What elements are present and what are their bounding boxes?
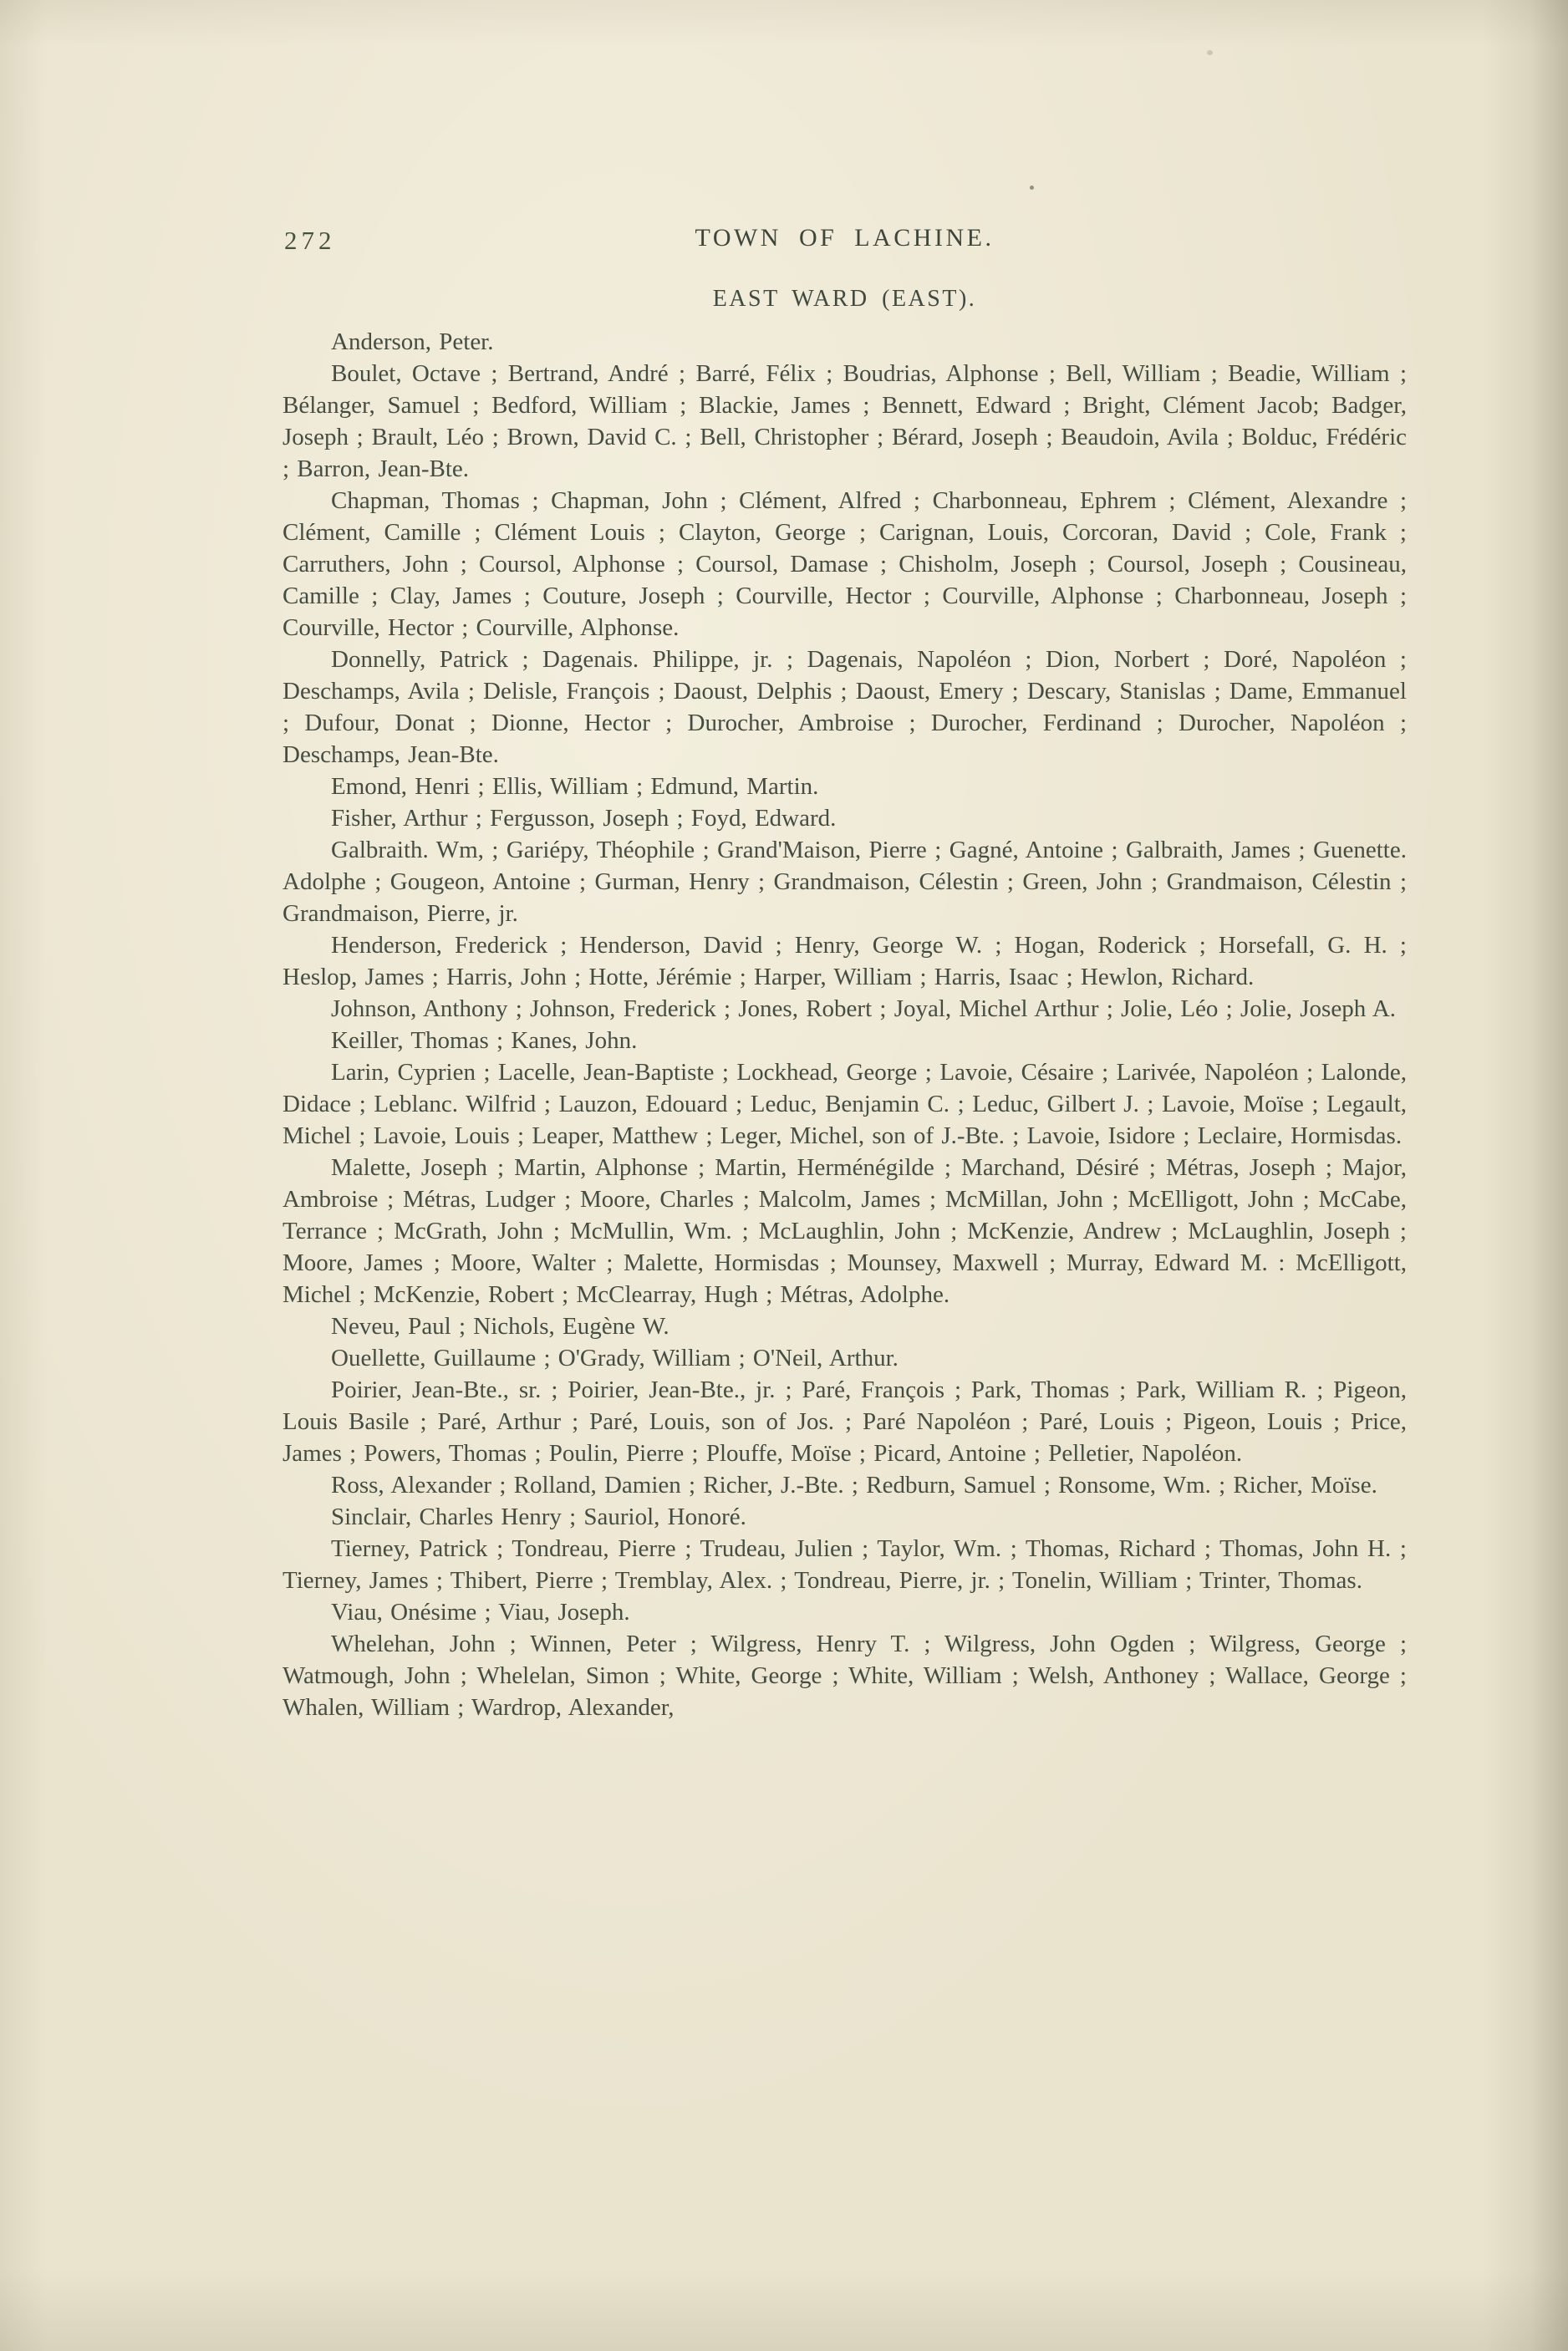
name-paragraph-w: Whelehan, John ; Winnen, Peter ; Wilgress, Henry T. ; Wilgress, John Ogden ; Wilgress, George ; Watmough, John ; Whelelan, Simon ; White, George ; White, William ; Welsh, Anthoney ; Wallace, George ; Whalen, William ; Wardrop, Alexander, bbox=[283, 1631, 1407, 1721]
name-paragraph-p: Poirier, Jean-Bte., sr. ; Poirier, Jean-Bte., jr. ; Paré, François ; Park, Thomas ; Park, William R. ; Pigeon, Louis Basile ; Paré, Arthur ; Paré, Louis, son of Jos. ; Paré Napoléon ; Paré, Louis ; Pigeon, Louis ; Price, James ; Powers, Thomas ; Poulin, Pierre ; Plouffe, Moïse ; Picard, Antoine ; Pelletier, Napoléon. bbox=[283, 1377, 1407, 1467]
paper-speck bbox=[1030, 186, 1034, 190]
name-paragraph-t: Tierney, Patrick ; Tondreau, Pierre ; Trudeau, Julien ; Taylor, Wm. ; Thomas, Richard ; Thomas, John H. ; Tierney, James ; Thibert, Pierre ; Tremblay, Alex. ; Tondreau, Pierre, jr. ; Tonelin, William ; Trinter, Thomas. bbox=[283, 1535, 1407, 1594]
name-paragraph-f: Fisher, Arthur ; Fergusson, Joseph ; Foyd, Edward. bbox=[331, 805, 837, 832]
page-number: 272 bbox=[284, 226, 336, 255]
name-paragraph-b: Boulet, Octave ; Bertrand, André ; Barré, Félix ; Boudrias, Alphonse ; Bell, William ; Beadie, William ; Bélanger, Samuel ; Bedford, William ; Blackie, James ; Bennett, Edward ; Bright, Clément Jacob; Badger, Joseph ; Brault, Léo ; Brown, David C. ; Bell, Christopher ; Bérard, Joseph ; Beaudoin, Avila ; Bolduc, Frédéric ; Barron, Jean-Bte. bbox=[283, 360, 1407, 482]
section-heading: EAST WARD (EAST). bbox=[712, 286, 977, 312]
name-paragraph-r: Ross, Alexander ; Rolland, Damien ; Richer, J.-Bte. ; Redburn, Samuel ; Ronsome, Wm. ; Richer, Moïse. bbox=[331, 1472, 1377, 1499]
name-paragraph-c: Chapman, Thomas ; Chapman, John ; Clément, Alfred ; Charbonneau, Ephrem ; Clément, Alexandre ; Clément, Camille ; Clément Louis ; Clayton, George ; Carignan, Louis, Corcoran, David ; Cole, Frank ; Carruthers, John ; Coursol, Alphonse ; Coursol, Damase ; Chisholm, Joseph ; Coursol, Joseph ; Cousineau, Camille ; Clay, James ; Couture, Joseph ; Courville, Hector ; Courville, Alphonse ; Charbonneau, Joseph ; Courville, Hector ; Courville, Alphonse. bbox=[283, 487, 1407, 641]
page-content bbox=[283, 224, 1407, 1723]
name-paragraph-g: Galbraith. Wm, ; Gariépy, Théophile ; Grand'Maison, Pierre ; Gagné, Antoine ; Galbraith, James ; Guenette. Adolphe ; Gougeon, Antoine ; Gurman, Henry ; Grandmaison, Célestin ; Green, John ; Grandmaison, Célestin ; Grandmaison, Pierre, jr. bbox=[283, 837, 1407, 927]
name-paragraph-e: Emond, Henri ; Ellis, William ; Edmund, Martin. bbox=[331, 773, 819, 800]
page-header bbox=[283, 224, 1407, 261]
name-paragraph-j: Johnson, Anthony ; Johnson, Frederick ; Jones, Robert ; Joyal, Michel Arthur ; Jolie, Léo ; Jolie, Joseph A. bbox=[331, 995, 1397, 1022]
name-paragraph-m: Malette, Joseph ; Martin, Alphonse ; Martin, Herménégilde ; Marchand, Désiré ; Métras, Joseph ; Major, Ambroise ; Métras, Ludger ; Moore, Charles ; Malcolm, James ; McMillan, John ; McElligott, John ; McCabe, Terrance ; McGrath, John ; McMullin, Wm. ; McLaughlin, John ; McKenzie, Andrew ; McLaughlin, Joseph ; Moore, James ; Moore, Walter ; Malette, Hormisdas ; Mounsey, Maxwell ; Murray, Edward M. : McElligott, Michel ; McKenzie, Robert ; McClearray, Hugh ; Métras, Adolphe. bbox=[283, 1154, 1407, 1308]
name-paragraph-s: Sinclair, Charles Henry ; Sauriol, Honoré. bbox=[331, 1504, 746, 1530]
name-paragraph-o: Ouellette, Guillaume ; O'Grady, William ; O'Neil, Arthur. bbox=[331, 1345, 899, 1371]
paper-speck bbox=[1207, 50, 1213, 55]
name-paragraph-l: Larin, Cyprien ; Lacelle, Jean-Baptiste ; Lockhead, George ; Lavoie, Césaire ; Larivée, Napoléon ; Lalonde, Didace ; Leblanc. Wilfrid ; Lauzon, Edouard ; Leduc, Benjamin C. ; Leduc, Gilbert J. ; Lavoie, Moïse ; Legault, Michel ; Lavoie, Louis ; Leaper, Matthew ; Leger, Michel, son of J.-Bte. ; Lavoie, Isidore ; Leclaire, Hormisdas. bbox=[283, 1059, 1407, 1149]
name-paragraph-a: Anderson, Peter. bbox=[331, 328, 494, 355]
name-paragraph-d: Donnelly, Patrick ; Dagenais. Philippe, jr. ; Dagenais, Napoléon ; Dion, Norbert ; Doré, Napoléon ; Deschamps, Avila ; Delisle, François ; Daoust, Delphis ; Daoust, Emery ; Descary, Stanislas ; Dame, Emmanuel ; Dufour, Donat ; Dionne, Hector ; Durocher, Ambroise ; Durocher, Ferdinand ; Durocher, Napoléon ; Deschamps, Jean-Bte. bbox=[283, 646, 1407, 768]
name-list bbox=[283, 326, 1407, 1723]
name-paragraph-h: Henderson, Frederick ; Henderson, David ; Henry, George W. ; Hogan, Roderick ; Horsefall, G. H. ; Heslop, James ; Harris, John ; Hotte, Jérémie ; Harper, William ; Harris, Isaac ; Hewlon, Richard. bbox=[283, 932, 1407, 990]
name-paragraph-k: Keiller, Thomas ; Kanes, John. bbox=[331, 1027, 638, 1054]
running-title: TOWN OF LACHINE. bbox=[695, 224, 995, 252]
name-paragraph-v: Viau, Onésime ; Viau, Joseph. bbox=[331, 1599, 630, 1626]
name-paragraph-n: Neveu, Paul ; Nichols, Eugène W. bbox=[331, 1313, 669, 1340]
